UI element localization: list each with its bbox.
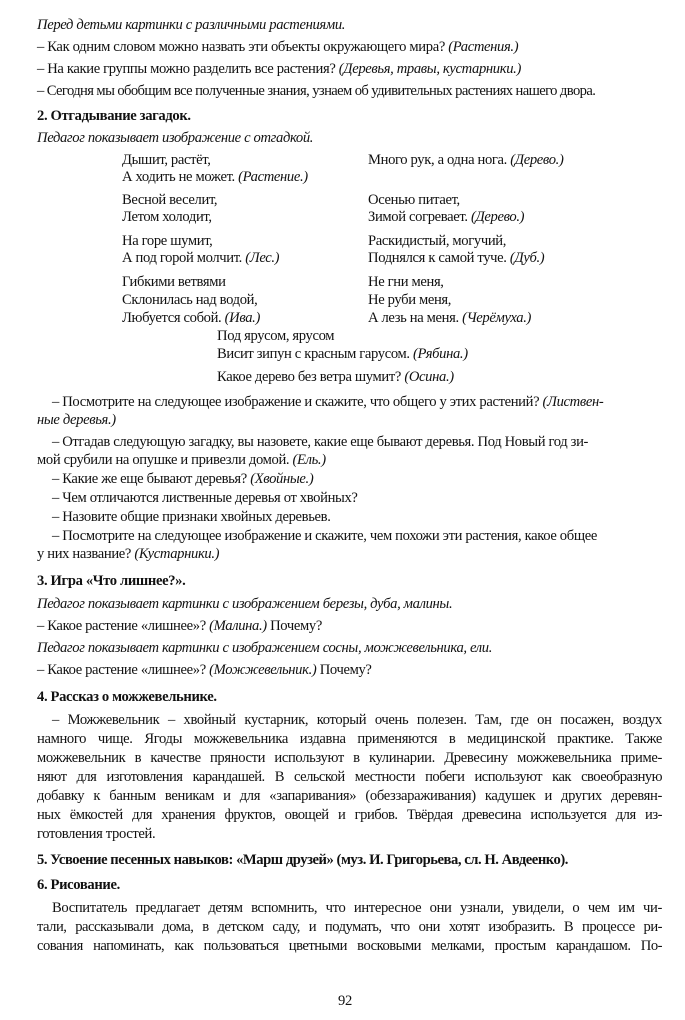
riddle-line: Летом холодит, bbox=[122, 209, 212, 225]
dialog-line: – Назовите общие признаки хвойных деревьев. bbox=[52, 509, 331, 525]
section-heading: 4. Рассказ о можжевельнике. bbox=[37, 689, 217, 705]
paragraph-line: можжевельник в качестве пряности используют в кулинарии. Древесину можжевельника приме- bbox=[37, 750, 662, 766]
riddle-line: Раскидистый, могучий, bbox=[368, 233, 507, 249]
riddle-line: Много рук, а одна нога. (Дерево.) bbox=[368, 152, 564, 168]
riddle-line: Висит зипун с красным гарусом. (Рябина.) bbox=[217, 346, 468, 362]
section-heading: 5. Усвоение песенных навыков: «Марш друзей» (муз. И. Григорьева, сл. Н. Авдеенко). bbox=[37, 852, 569, 868]
answer: (Дуб.) bbox=[509, 250, 545, 266]
dialog-line: – Как одним словом можно назвать эти объекты окружающего мира? (Растения.) bbox=[37, 39, 519, 55]
answer: (Осина.) bbox=[404, 369, 454, 385]
dialog-line: – Посмотрите на следующее изображение и скажите, что общего у этих растений? (Листвен- bbox=[52, 394, 604, 410]
section-heading: 2. Отгадывание загадок. bbox=[37, 108, 191, 124]
dialog-line: – Сегодня мы обобщим все полученные знания, узнаем об удивительных растениях нашего двора. bbox=[37, 83, 596, 99]
answer: (Рябина.) bbox=[413, 346, 468, 362]
paragraph-line: добавку к банным веникам и для «запаривания» (обеззараживания) кадушек и других деревян- bbox=[37, 788, 662, 804]
answer: (Дерево.) bbox=[470, 209, 525, 225]
dialog-line: – Отгадав следующую загадку, вы назовете, какие еще бывают деревья. Под Новый год зи- bbox=[52, 434, 589, 450]
stage-note: Педагог показывает изображение с отгадкой. bbox=[37, 130, 314, 146]
riddle-line: Склонилась над водой, bbox=[122, 292, 258, 308]
riddle-line: Осенью питает, bbox=[368, 192, 460, 208]
stage-note: Педагог показывает картинки с изображением березы, дуба, малины. bbox=[37, 596, 453, 612]
answer: (Можжевельник.) bbox=[209, 662, 317, 678]
page-number: 92 bbox=[338, 993, 352, 1009]
riddle-line: Дышит, растёт, bbox=[122, 152, 211, 168]
answer: (Ива.) bbox=[224, 310, 260, 326]
dialog-line: – Чем отличаются лиственные деревья от хвойных? bbox=[52, 490, 358, 506]
riddle-line: А лезь на меня. (Черёмуха.) bbox=[368, 310, 532, 326]
dialog-line: мой срубили на опушке и привезли домой. (Ель.) bbox=[37, 452, 326, 468]
riddle-line: Поднялся к самой туче. (Дуб.) bbox=[368, 250, 545, 266]
section-heading: 3. Игра «Что лишнее?». bbox=[37, 573, 186, 589]
answer: (Хвойные.) bbox=[250, 471, 314, 487]
stage-note: Педагог показывает картинки с изображением сосны, можжевельника, ели. bbox=[37, 640, 493, 656]
dialog-line bbox=[37, 411, 662, 429]
dialog-line: – Какое растение «лишнее»? (Можжевельник.) Почему? bbox=[37, 662, 372, 678]
paragraph-line: сования напоминать, как пользоваться цветными восковыми мелками, простым карандашом. По- bbox=[37, 938, 662, 954]
answer: (Ель.) bbox=[292, 452, 326, 468]
answer: ные деревья.) bbox=[37, 412, 116, 428]
riddle-line: Под ярусом, ярусом bbox=[217, 328, 335, 344]
paragraph-line: – Можжевельник – хвойный кустарник, который очень полезен. Там, где он посажен, воздух bbox=[52, 712, 662, 728]
stage-note: Перед детьми картинки с различными растениями. bbox=[37, 17, 346, 33]
paragraph-line: тали, рассказывали дома, в детском саду, и подумать, что они хотят изобразить. В процессе ри- bbox=[37, 919, 662, 935]
riddle-line: Не руби меня, bbox=[368, 292, 452, 308]
riddle-line: На горе шумит, bbox=[122, 233, 213, 249]
riddle-line: А под горой молчит. (Лес.) bbox=[122, 250, 280, 266]
answer: (Черёмуха.) bbox=[462, 310, 532, 326]
dialog-line: – Какое растение «лишнее»? (Малина.) Почему? bbox=[37, 618, 322, 634]
paragraph-line: готовления тростей. bbox=[37, 826, 156, 842]
riddle-line: Зимой согревает. (Дерево.) bbox=[368, 209, 525, 225]
answer: (Малина.) bbox=[209, 618, 267, 634]
paragraph-line: Воспитатель предлагает детям вспомнить, что интересное они узнали, увидели, о чем им чи- bbox=[52, 900, 662, 916]
riddle-line: Не гни меня, bbox=[368, 274, 444, 290]
answer: (Листвен- bbox=[542, 394, 604, 410]
paragraph-line: намного чище. Ягоды можжевельника издавна применяются в медицинской практике. Также bbox=[37, 731, 662, 747]
dialog-line: – На какие группы можно разделить все растения? (Деревья, травы, кустарники.) bbox=[37, 61, 521, 77]
dialog-line: – Посмотрите на следующее изображение и скажите, чем похожи эти растения, какое общее bbox=[52, 528, 597, 544]
riddle-line: Какое дерево без ветра шумит? (Осина.) bbox=[217, 369, 454, 385]
section-heading: 6. Рисование. bbox=[37, 877, 120, 893]
paragraph-line: няют для изготовления карандашей. В сельской местности побеги используют как своеобразную bbox=[37, 769, 662, 785]
answer: (Кустарники.) bbox=[134, 546, 220, 562]
answer: (Растения.) bbox=[448, 39, 519, 55]
dialog-line: – Какие же еще бывают деревья? (Хвойные.) bbox=[52, 471, 314, 487]
answer: (Лес.) bbox=[245, 250, 280, 266]
riddle-line: Гибкими ветвями bbox=[122, 274, 226, 290]
dialog-line: у них название? (Кустарники.) bbox=[37, 546, 220, 562]
riddle-line: А ходить не может. (Растение.) bbox=[122, 169, 308, 185]
riddle-line: Весной веселит, bbox=[122, 192, 218, 208]
paragraph-line: ных ёмкостей для хранения фруктов, овощей и грибов. Твёрдая древесина используется для из- bbox=[37, 807, 662, 823]
answer: (Растение.) bbox=[238, 169, 308, 185]
answer: (Деревья, травы, кустарники.) bbox=[338, 61, 521, 77]
riddle-line: Любуется собой. (Ива.) bbox=[122, 310, 260, 326]
answer: (Дерево.) bbox=[510, 152, 564, 168]
